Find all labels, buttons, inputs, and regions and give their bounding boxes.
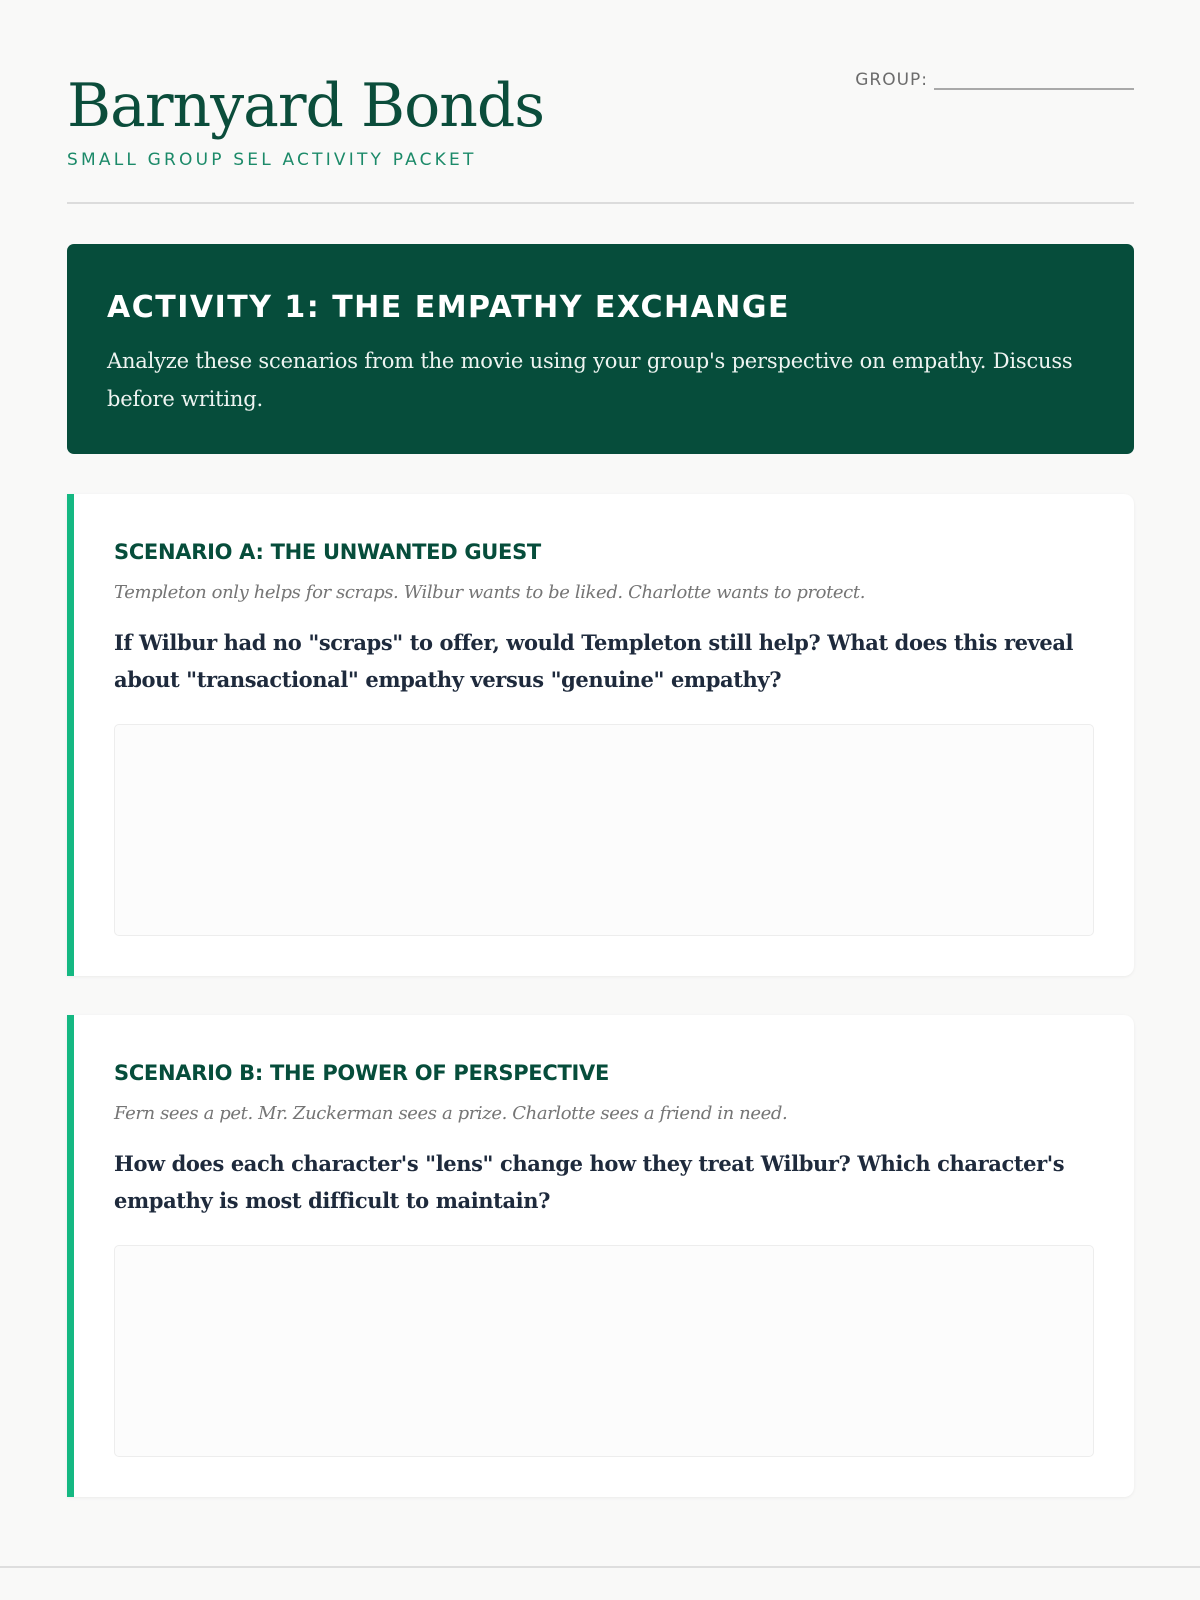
activity-instructions: Analyze these scenarios from the movie using your group's perspective on empathy. Discuss before writing. — [107, 349, 1073, 411]
group-label: GROUP: — [855, 70, 928, 90]
packet-header — [67, 0, 1134, 204]
scenario-question: If Wilbur had no "scraps" to offer, would Templeton still help? What does this reveal about "transactional" empathy versus "genuine" empathy? — [114, 630, 1074, 692]
scenario-title: SCENARIO A: THE UNWANTED GUEST — [114, 540, 541, 564]
group-name-field — [855, 70, 1134, 90]
answer-box-scenario-b[interactable] — [114, 1245, 1094, 1457]
scenario-card-b — [67, 1015, 1134, 1497]
activity-title: ACTIVITY 1: THE EMPATHY EXCHANGE — [107, 290, 791, 325]
scenario-context: Templeton only helps for scraps. Wilbur wants to be liked. Charlotte wants to protect. — [114, 582, 866, 603]
packet-subtitle: SMALL GROUP SEL ACTIVITY PACKET — [67, 150, 477, 170]
group-name-blank[interactable] — [934, 70, 1134, 90]
scenario-question: How does each character's "lens" change how they treat Wilbur? Which character's empathy is most difficult to maintain? — [114, 1151, 1065, 1213]
scenario-card-a — [67, 494, 1134, 976]
activity-packet-page — [67, 0, 1134, 1213]
footer-divider — [0, 1566, 1200, 1568]
answer-box-scenario-a[interactable] — [114, 724, 1094, 936]
packet-title: Barnyard Bonds — [67, 71, 545, 141]
activity-banner — [67, 244, 1134, 454]
scenario-title: SCENARIO B: THE POWER OF PERSPECTIVE — [114, 1061, 609, 1085]
scenario-context: Fern sees a pet. Mr. Zuckerman sees a prize. Charlotte sees a friend in need. — [114, 1103, 788, 1124]
